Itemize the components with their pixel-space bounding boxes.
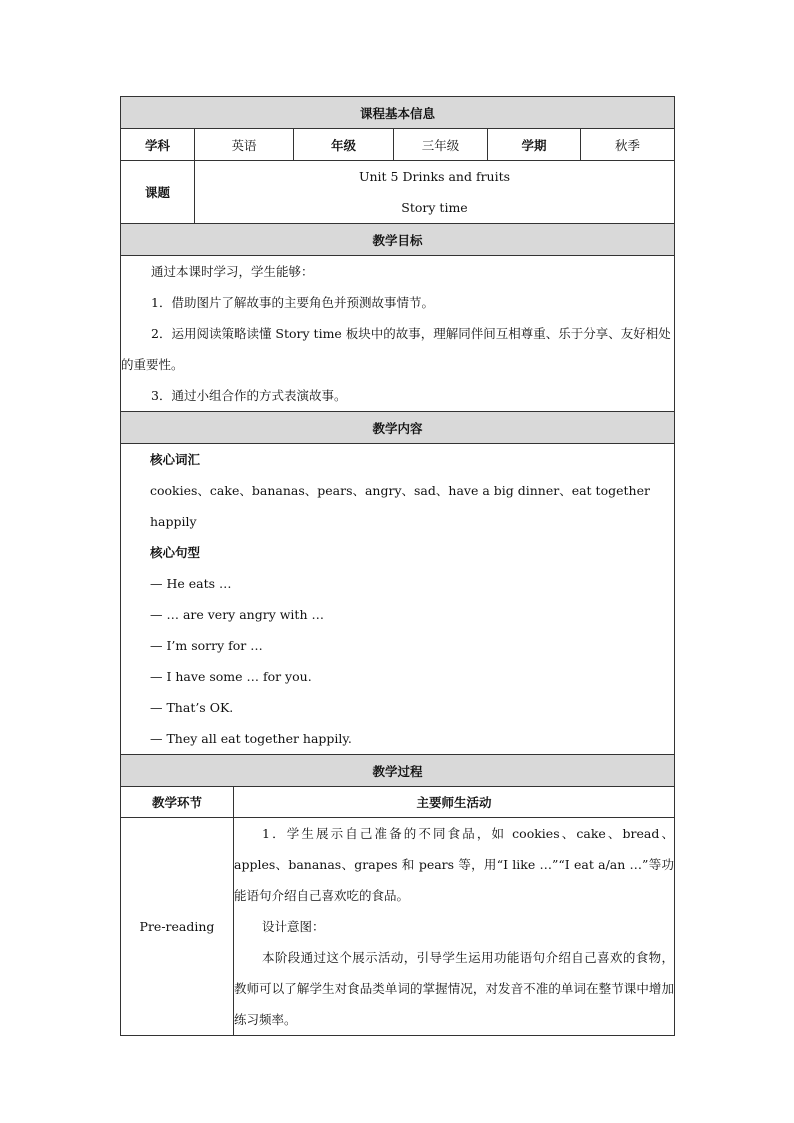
term-value: 秋季 bbox=[581, 129, 675, 161]
subject-label: 学科 bbox=[121, 129, 195, 161]
activity-cell bbox=[234, 818, 675, 1036]
pattern-item: — They all eat together happily. bbox=[150, 731, 352, 746]
subject-value: 英语 bbox=[195, 129, 294, 161]
vocab-list: cookies、cake、bananas、pears、angry、sad、have a big dinner、eat together happily bbox=[150, 483, 650, 529]
vocab-title: 核心词汇 bbox=[150, 452, 201, 467]
content-body bbox=[121, 444, 675, 755]
grade-label: 年级 bbox=[294, 129, 394, 161]
grade-value: 三年级 bbox=[394, 129, 488, 161]
topic-unit: Unit 5 Drinks and fruits bbox=[358, 169, 511, 184]
lesson-plan-table bbox=[120, 96, 675, 1036]
stage-column-header: 教学环节 bbox=[121, 787, 234, 818]
patterns-title: 核心句型 bbox=[150, 545, 201, 560]
pattern-item: — I’m sorry for … bbox=[150, 638, 263, 653]
activity-column-header: 主要师生活动 bbox=[234, 787, 675, 818]
topic-value bbox=[195, 161, 675, 224]
objective-item: 2．运用阅读策略读懂 Story time 板块中的故事，理解同伴间互相尊重、乐于分享、友好相处的重要性。 bbox=[121, 326, 671, 372]
objectives-body bbox=[121, 256, 675, 412]
term-label: 学期 bbox=[488, 129, 581, 161]
pattern-item: — … are very angry with … bbox=[150, 607, 324, 622]
pattern-item: — I have some … for you. bbox=[150, 669, 312, 684]
pattern-item: — That’s OK. bbox=[150, 700, 234, 715]
content-header: 教学内容 bbox=[121, 412, 675, 444]
design-intent-label: 设计意图： bbox=[262, 919, 325, 934]
topic-part: Story time bbox=[401, 200, 468, 215]
basic-info-header: 课程基本信息 bbox=[121, 97, 675, 129]
process-header: 教学过程 bbox=[121, 755, 675, 787]
topic-label: 课题 bbox=[121, 161, 195, 224]
objectives-intro: 通过本课时学习，学生能够： bbox=[151, 264, 314, 279]
activity-step: 1．学生展示自己准备的不同食品，如 cookies、cake、bread、apples、bananas、grapes 和 pears 等，用“I like …”“I eat a/an …”等功能语句介绍自己喜欢吃的食品。 bbox=[234, 826, 674, 903]
stage-cell: Pre-reading bbox=[121, 818, 234, 1036]
objective-item: 1．借助图片了解故事的主要角色并预测故事情节。 bbox=[151, 295, 434, 310]
objective-item: 3．通过小组合作的方式表演故事。 bbox=[151, 388, 347, 403]
objectives-header: 教学目标 bbox=[121, 224, 675, 256]
design-intent-text: 本阶段通过这个展示活动，引导学生运用功能语句介绍自己喜欢的食物，教师可以了解学生对食品类单词的掌握情况，对发音不准的单词在整节课中增加练习频率。 bbox=[234, 950, 674, 1027]
pattern-item: — He eats … bbox=[150, 576, 232, 591]
